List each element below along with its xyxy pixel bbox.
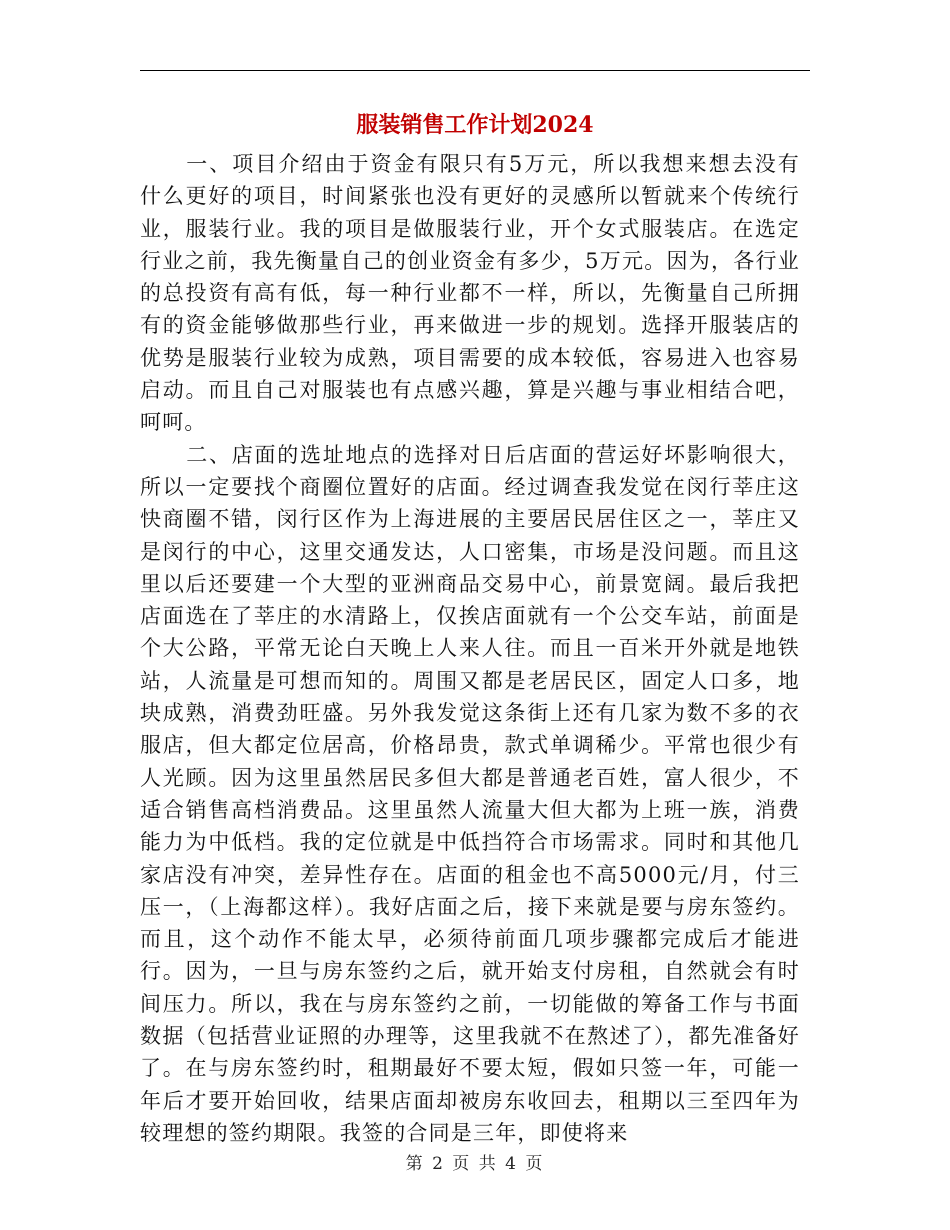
paragraph-store-location: 二、店面的选址地点的选择对日后店面的营运好坏影响很大，所以一定要找个商圈位置好的店面。经过调查我发觉在闵行莘庄这快商圈不错，闵行区作为上海进展的主要居民居住区之一，莘庄又是闵行的中心，这里交通发达，人口密集，市场是没问题。而且这里以后还要建一个大型的亚洲商品交易中心，前景宽阔。最后我把店面选在了莘庄的水清路上，仅挨店面就有一个公交车站，前面是个大公路，平常无论白天晚上人来人往。而且一百米开外就是地铁站，人流量是可想而知的。周围又都是老居民区，固定人口多，地块成熟，消费劲旺盛。另外我发觉这条街上还有几家为数不多的衣服店，但大都定位居高，价格昂贵，款式单调稀少。平常也很少有人光顾。因为这里虽然居民多但大都是普通老百姓，富人很少，不适合销售高档消费品。这里虽然人流量大但大都为上班一族，消费能力为中低档。我的定位就是中低挡符合市场需求。同时和其他几家店没有冲突，差异性存在。店面的租金也不高5000元/月，付三压一，（上海都这样）。我好店面之后，接下来就是要与房东签约。而且，这个动作不能太早，必须待前面几项步骤都完成后才能进行。因为，一旦与房东签约之后，就开始支付房租，自然就会有时间压力。所以，我在与房东签约之前，一切能做的筹备工作与书面数据（包括营业证照的办理等，这里我就不在熬述了），都先准备好了。在与房东签约时，租期最好不要太短，假如只签一年，可能一年后才要开始回收，结果店面却被房东收回去，租期以三至四年为较理想的签约期限。我签的合同是三年，即使将来 xyxy=(140,442,800,1145)
header-rule xyxy=(140,70,810,71)
document-title: 服装销售工作计划2024 xyxy=(356,112,594,138)
page-number-footer: 第 2 页 共 4 页 xyxy=(405,1154,545,1174)
document-body xyxy=(140,148,800,1149)
paragraph-project-intro: 一、项目介绍由于资金有限只有5万元，所以我想来想去没有什么更好的项目，时间紧张也没有更好的灵感所以暂就来个传统行业，服装行业。我的项目是做服装行业，开个女式服装店。在选定行业之前，我先衡量自己的创业资金有多少，5万元。因为，各行业的总投资有高有低，每一种行业都不一样，所以，先衡量自己所拥有的资金能够做那些行业，再来做进一步的规划。选择开服装店的优势是服装行业较为成熟，项目需要的成本较低，容易进入也容易启动。而且自己对服装也有点感兴趣，算是兴趣与事业相结合吧，呵呵。 xyxy=(140,152,800,435)
